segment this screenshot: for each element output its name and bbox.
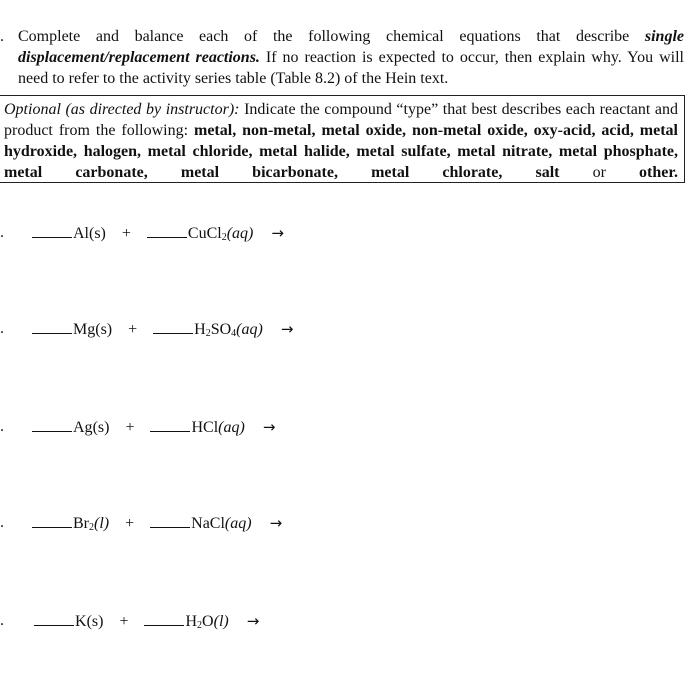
equation-row <box>32 318 293 340</box>
coefficient-blank[interactable] <box>32 222 72 238</box>
reactant-1: Ag(s) <box>73 419 110 436</box>
equation-row <box>34 610 259 632</box>
coefficient-blank[interactable] <box>32 416 72 432</box>
compound-types-list-1: metal, non-metal, metal oxide, non-metal oxide, oxy-acid, acid, metal hydroxide, halogen, metal chloride, metal halide, metal sulfate, metal <box>4 122 678 160</box>
compound-types-list-2: nitrate, metal phosphate, metal carbonate, metal bicarbonate, metal chlorate, salt <box>4 143 679 181</box>
coefficient-blank[interactable] <box>150 512 190 528</box>
equation-row <box>32 222 284 244</box>
reaction-arrow-icon: → <box>271 224 284 242</box>
reactant-2: $H_2O(l)$ <box>185 613 229 631</box>
reactant-1: $Br_2(l)$ <box>73 515 110 533</box>
coefficient-blank[interactable] <box>150 416 190 432</box>
instructions-text-1: Complete and balance each of the following chemical equations that describe <box>18 28 645 45</box>
reactant-2: HCl(aq) <box>191 419 245 436</box>
optional-label: Optional (as directed by instructor): <box>4 101 240 118</box>
reaction-arrow-icon: → <box>246 612 260 630</box>
optional-text: Indicate the compound “type” that best describes each reactant and product from the following: <box>4 101 678 139</box>
optional-or: or <box>559 164 640 181</box>
equation-mark: . <box>0 418 4 435</box>
reactant-2: CuCl$_2$(aq) <box>187 225 254 243</box>
question-instructions <box>18 26 684 89</box>
question-number: . <box>0 28 4 45</box>
plus-sign: + <box>125 419 135 436</box>
reactant-1: Mg(s) <box>73 321 113 338</box>
equation-mark: . <box>0 612 4 629</box>
reactant-2: $H_2SO_4(aq)$ <box>194 321 263 339</box>
plus-sign: + <box>119 613 129 630</box>
plus-sign: + <box>121 225 131 242</box>
plus-sign: + <box>128 321 138 338</box>
coefficient-blank[interactable] <box>147 222 187 238</box>
plus-sign: + <box>125 515 135 532</box>
reactant-1: K(s) <box>75 613 104 630</box>
instructions-text-2: If no reaction is expected to occur, then explain why. You will need to refer to the activity series table (Table 8.2) of the Hein text. <box>18 49 684 87</box>
reaction-arrow-icon: → <box>262 418 276 436</box>
instructions-emphasis: single displacement/replacement reactions. <box>18 28 684 66</box>
reactant-2: NaCl(aq) <box>191 515 252 532</box>
equation-row <box>32 512 282 534</box>
coefficient-blank[interactable] <box>153 318 193 334</box>
equation-row <box>32 416 275 438</box>
reaction-arrow-icon: → <box>269 514 283 532</box>
coefficient-blank[interactable] <box>32 318 72 334</box>
coefficient-blank[interactable] <box>34 610 74 626</box>
coefficient-blank[interactable] <box>32 512 72 528</box>
optional-other: other. <box>639 164 678 181</box>
equation-mark: . <box>0 224 4 241</box>
reaction-arrow-icon: → <box>280 320 294 338</box>
equation-mark: . <box>0 514 4 531</box>
reactant-1: Al(s) <box>73 225 106 242</box>
equation-mark: . <box>0 320 4 337</box>
optional-instructions-box <box>0 95 685 183</box>
coefficient-blank[interactable] <box>144 610 184 626</box>
